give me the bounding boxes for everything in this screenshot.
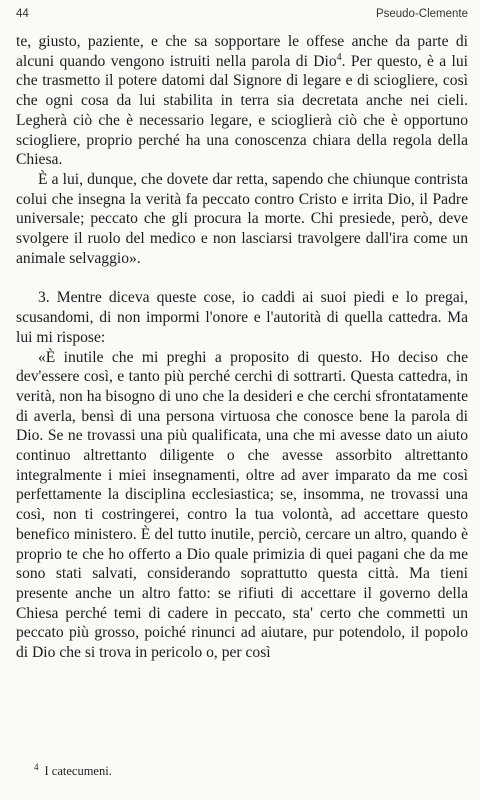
footnote-reference: 4 <box>336 51 342 63</box>
paragraph-1-text-b: . Per questo, è a lui che trasmetto il potere datomi dal Signore di legare e di sciogliere, così che ogni cosa da lui stabilita in terra sia decretata anche nei cieli. Legherà ciò che è necessario legare, e scioglierà ciò che è opportuno sciogliere, proprio perché ha una conoscenza chiara della regola della Chiesa. <box>16 52 468 169</box>
footnote <box>34 761 454 779</box>
paragraph-1-text-a: te, giusto, paziente, e che sa sopportare le offese anche da parte di alcuni quando vengono istruiti nella parola di Dio <box>16 33 468 70</box>
body-text <box>16 32 468 663</box>
paragraph-3: 3. Mentre diceva queste cose, io caddi ai suoi piedi e lo pregai, scusandomi, di non impormi l'onore e l'autorità di quella cattedra. Ma lui mi rispose: <box>16 289 468 346</box>
footnote-mark: 4 <box>34 761 39 772</box>
paragraph-2: È a lui, dunque, che dovete dar retta, sapendo che chiunque contrista colui che insegna la verità fa peccato contro Cristo e irrita Dio, il Padre universale; peccato che gli procura la morte. Chi presiede, però, deve svolgere il ruolo del medico e non lasciarsi travolgere dall'ira come un animale selvaggio». <box>16 170 468 267</box>
paragraph-4: «È inutile che mi preghi a proposito di questo. Ho deciso che dev'essere così, e tanto più perché cerchi di sottrarti. Questa cattedra, in verità, non ha bisogno di uno che la desideri e che cerchi sfrontatamente di averla, bensì di una persona virtuosa che conosce bene la parola di Dio. Se ne trovassi una più qualificata, una che mi avesse dato un aiuto continuo altrettanto diligente o che avesse assorbito altrettanto integralmente i miei insegnamenti, oltre ad aver imparato da me così perfettamente la disciplina ecclesiastica; se, insomma, ne trovassi una così, non ti costringerei, contro la tua volontà, ad accettare questo benefico ministero. È del tutto inutile, perciò, cercare un altro, quando è proprio te che ho offerto a Dio quale primizia di quei pagani che da me sono stati salvati, considerando soprattutto questa città. Ma tieni presente anche un altro fatto: se rifiuti di accettare il governo della Chiesa perché temi di cadere in peccato, sta' certo che commetti un peccato più grosso, poiché rinunci ad aiutare, pur potendolo, il popolo di Dio che si trova in pericolo o, per così <box>16 348 468 662</box>
running-title: Pseudo-Clemente <box>375 8 468 20</box>
section-gap <box>16 268 468 288</box>
running-head <box>16 8 468 24</box>
footnote-text: I catecumeni. <box>44 764 112 778</box>
paragraph-1 <box>16 32 468 170</box>
page-number: 44 <box>16 8 29 20</box>
